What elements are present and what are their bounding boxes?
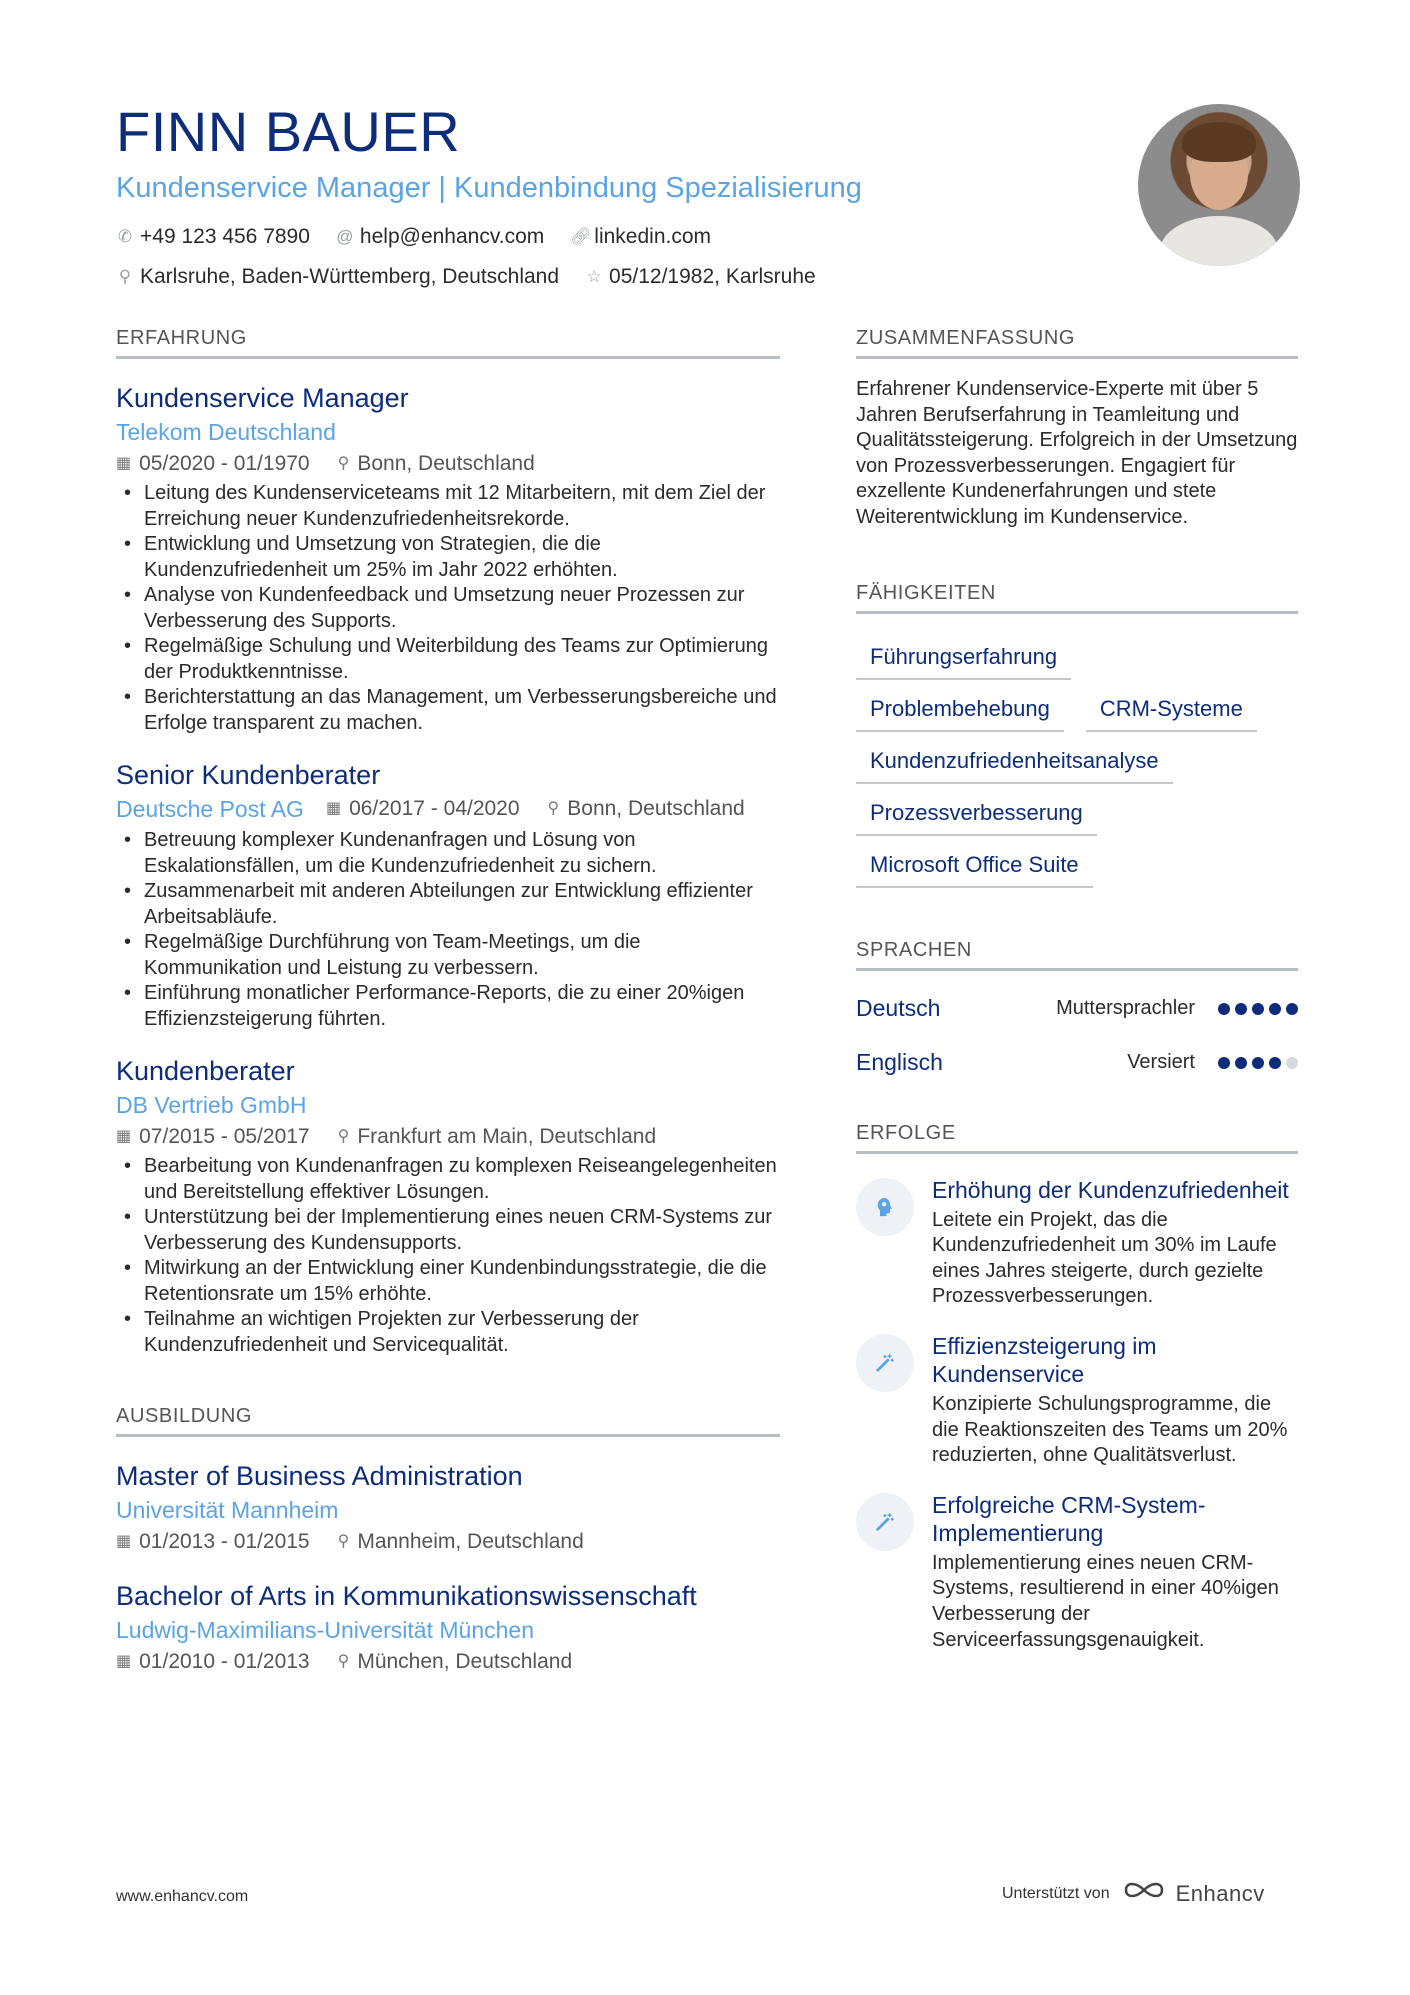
summary-text: Erfahrener Kundenservice-Experte mit über 5 Jahren Berufserfahrung in Teamleitung und Qualitätssteigerung. Erfolgreich in der Umsetzung von Prozessverbesserungen. Engagiert für exzellente Kundenerfahrungen und stete Weiterentwicklung im Kundenservice. [856,378,1298,528]
list-item: • Analyse von Kundenfeedback und Umsetzung neuer Prozessen zur Verbesserung des Supports. [116,583,780,634]
job-company: Telekom Deutschland [116,419,336,445]
language-rating [1213,1057,1298,1069]
language-level: Muttersprachler [1056,997,1195,1020]
pin-icon: ⚲ [547,800,560,817]
enhancv-logo-icon [1122,1878,1166,1909]
email-text[interactable]: help@enhancv.com [359,225,545,248]
list-item: • Unterstützung bei der Implementierung eines neuen CRM-Systems zur Verbesserung des Kundensupports. [116,1205,780,1256]
phone-text: +49 123 456 7890 [140,225,310,248]
rating-dot-filled [1269,1003,1281,1015]
rating-dot-empty [1286,1057,1298,1069]
brand-name: Enhancv [1175,1880,1265,1906]
education-heading: AUSBILDUNG [116,1402,780,1437]
birth-text: 05/12/1982, Karlsruhe [609,265,816,288]
list-item: • Einführung monatlicher Performance-Reports, die zu einer 20%igen Effizienzsteigerung führten. [116,981,780,1032]
contact-row [116,222,1116,252]
job-entry [116,1054,780,1358]
magic-wand-icon [856,1334,914,1392]
languages-heading: SPRACHEN [856,936,1298,971]
job-entry [116,381,780,736]
rating-dot-filled [1218,1003,1230,1015]
pin-icon: ⚲ [118,267,132,286]
list-item: • Regelmäßige Schulung und Weiterbildung des Teams zur Optimierung der Produktkenntnisse. [116,634,780,685]
experience-heading: ERFAHRUNG [116,324,780,359]
pin-icon: ⚲ [337,1128,350,1145]
calendar-icon: ▦ [116,1653,132,1670]
school-name: Universität Mannheim [116,1497,339,1523]
list-item: • Regelmäßige Durchführung von Team-Meetings, um die Kommunikation und Leistung zu verbessern. [116,930,780,981]
resume-header [116,100,1116,292]
job-title: Kundenservice Manager [116,383,409,413]
school-name: Ludwig-Maximilians-Universität München [116,1617,534,1643]
list-item: • Betreuung komplexer Kundenanfragen und Lösung von Eskalationsfällen, um die Kundenzufriedenheit zu sichern. [116,828,780,879]
calendar-icon: ▦ [116,455,132,472]
list-item: • Teilnahme an wichtigen Projekten zur Verbesserung der Kundenzufriedenheit und Servicequalität. [116,1307,780,1358]
list-item: • Leitung des Kundenserviceteams mit 12 Mitarbeitern, mit dem Ziel der Erreichung neuer Kundenzufriedenheitsrekorde. [116,481,780,532]
job-bullets [116,481,780,736]
education-meta [116,1647,780,1677]
skill-tag: Problembehebung [856,686,1064,732]
candidate-name: FINN BAUER [116,100,461,163]
job-location: Frankfurt am Main, Deutschland [357,1125,657,1148]
job-location: Bonn, Deutschland [357,452,535,475]
language-name: Englisch [856,1049,943,1076]
rating-dot-filled [1218,1057,1230,1069]
degree-title: Master of Business Administration [116,1461,523,1491]
skill-tag: Microsoft Office Suite [856,842,1093,888]
job-company: DB Vertrieb GmbH [116,1092,307,1118]
magic-wand-icon [856,1493,914,1551]
achievement-title: Effizienzsteigerung im Kundenservice [932,1332,1157,1387]
language-level: Versiert [1127,1051,1195,1074]
achievement-item [856,1176,1298,1310]
job-bullets [116,828,780,1032]
skill-tag: Prozessverbesserung [856,790,1097,836]
at-icon: @ [336,227,354,246]
skill-tag: CRM-Systeme [1086,686,1257,732]
achievement-title: Erfolgreiche CRM-System-Implementierung [932,1491,1206,1546]
achievement-desc: Implementierung eines neuen CRM-Systems, resultierend in einer 40%igen Verbesserung der Serviceerfassungsgenauigkeit. [932,1551,1279,1651]
candidate-headline: Kundenservice Manager | Kundenbindung Spezialisierung [116,172,862,204]
language-row [856,1047,1298,1079]
achievement-item [856,1491,1298,1653]
calendar-icon: ▦ [116,1128,132,1145]
education-meta [116,1527,780,1557]
list-item: • Zusammenarbeit mit anderen Abteilungen zur Entwicklung effizienter Arbeitsabläufe. [116,879,780,930]
job-entry [116,758,780,1032]
rating-dot-filled [1269,1057,1281,1069]
powered-by-text: Unterstützt von [1002,1884,1110,1902]
job-meta [116,1122,780,1152]
footer-website[interactable]: www.enhancv.com [116,1888,249,1905]
list-item: • Entwicklung und Umsetzung von Strategien, die die Kundenzufriedenheit um 25% im Jahr 2022 erhöhten. [116,532,780,583]
achievement-desc: Konzipierte Schulungsprogramme, die die Reaktionszeiten des Teams um 20% reduzierten, ohne Qualitätsverlust. [932,1392,1288,1467]
link-icon: 🔗︎ [570,227,592,246]
job-title: Kundenberater [116,1056,295,1086]
contact-row-2 [116,262,1116,292]
location-text: Karlsruhe, Baden-Württemberg, Deutschland [140,265,560,288]
skills-list [856,628,1298,888]
achievements-heading: ERFOLGE [856,1119,1298,1154]
job-dates: 06/2017 - 04/2020 [349,797,520,820]
job-title: Senior Kundenberater [116,760,381,790]
link-text[interactable]: linkedin.com [594,225,712,248]
education-entry [116,1459,780,1557]
job-dates: 05/2020 - 01/1970 [139,452,310,475]
education-dates: 01/2010 - 01/2013 [139,1650,310,1673]
language-rating [1213,1003,1298,1015]
skill-tag: Führungserfahrung [856,634,1071,680]
avatar [1138,104,1300,266]
degree-title: Bachelor of Arts in Kommunikationswissenschaft [116,1581,697,1611]
language-name: Deutsch [856,995,941,1022]
job-dates: 07/2015 - 05/2017 [139,1125,310,1148]
education-location: Mannheim, Deutschland [357,1530,584,1553]
contact-birth [585,262,816,292]
rating-dot-filled [1235,1057,1247,1069]
language-row [856,993,1298,1025]
list-item: • Berichterstattung an das Management, um Verbesserungsbereiche und Erfolge transparent zu machen. [116,685,780,736]
pin-icon: ⚲ [337,1653,350,1670]
calendar-icon: ▦ [325,800,342,817]
education-entry [116,1579,780,1677]
skill-tag: Kundenzufriedenheitsanalyse [856,738,1173,784]
job-company: Deutsche Post AG [116,796,304,822]
phone-icon: ✆ [117,227,133,246]
pin-icon: ⚲ [337,455,350,472]
rating-dot-filled [1252,1003,1264,1015]
rating-dot-filled [1252,1057,1264,1069]
job-location: Bonn, Deutschland [567,797,745,820]
pin-icon: ⚲ [337,1533,350,1550]
contact-link[interactable] [570,222,711,252]
job-meta [116,792,780,826]
achievement-title: Erhöhung der Kundenzufriedenheit [932,1176,1289,1203]
job-bullets [116,1154,780,1358]
rating-dot-filled [1235,1003,1247,1015]
job-meta [116,449,780,479]
left-column [116,324,780,1677]
skills-heading: FÄHIGKEITEN [856,579,1298,614]
contact-location [116,262,559,292]
achievement-desc: Leitete ein Projekt, das die Kundenzufriedenheit um 30% im Laufe eines Jahres steigerte, durch gezielte Prozessverbesserungen. [932,1208,1277,1308]
list-item: • Bearbeitung von Kundenanfragen zu komplexen Reiseangelegenheiten und Bereitstellung effektiver Lösungen. [116,1154,780,1205]
calendar-icon: ▦ [116,1533,132,1550]
education-dates: 01/2013 - 01/2015 [139,1530,310,1553]
right-column [856,324,1298,1653]
head-icon [856,1178,914,1236]
list-item: • Mitwirkung an der Entwicklung einer Kundenbindungsstrategie, die die Retentionsrate um 15% erhöhte. [116,1256,780,1307]
rating-dot-filled [1286,1003,1298,1015]
contact-phone [116,222,310,252]
star-icon: ☆ [586,267,602,286]
contact-email[interactable] [336,222,544,252]
summary-heading: ZUSAMMENFASSUNG [856,324,1298,359]
footer-branding [1002,1878,1265,1909]
education-location: München, Deutschland [357,1650,573,1673]
achievement-item [856,1332,1298,1469]
